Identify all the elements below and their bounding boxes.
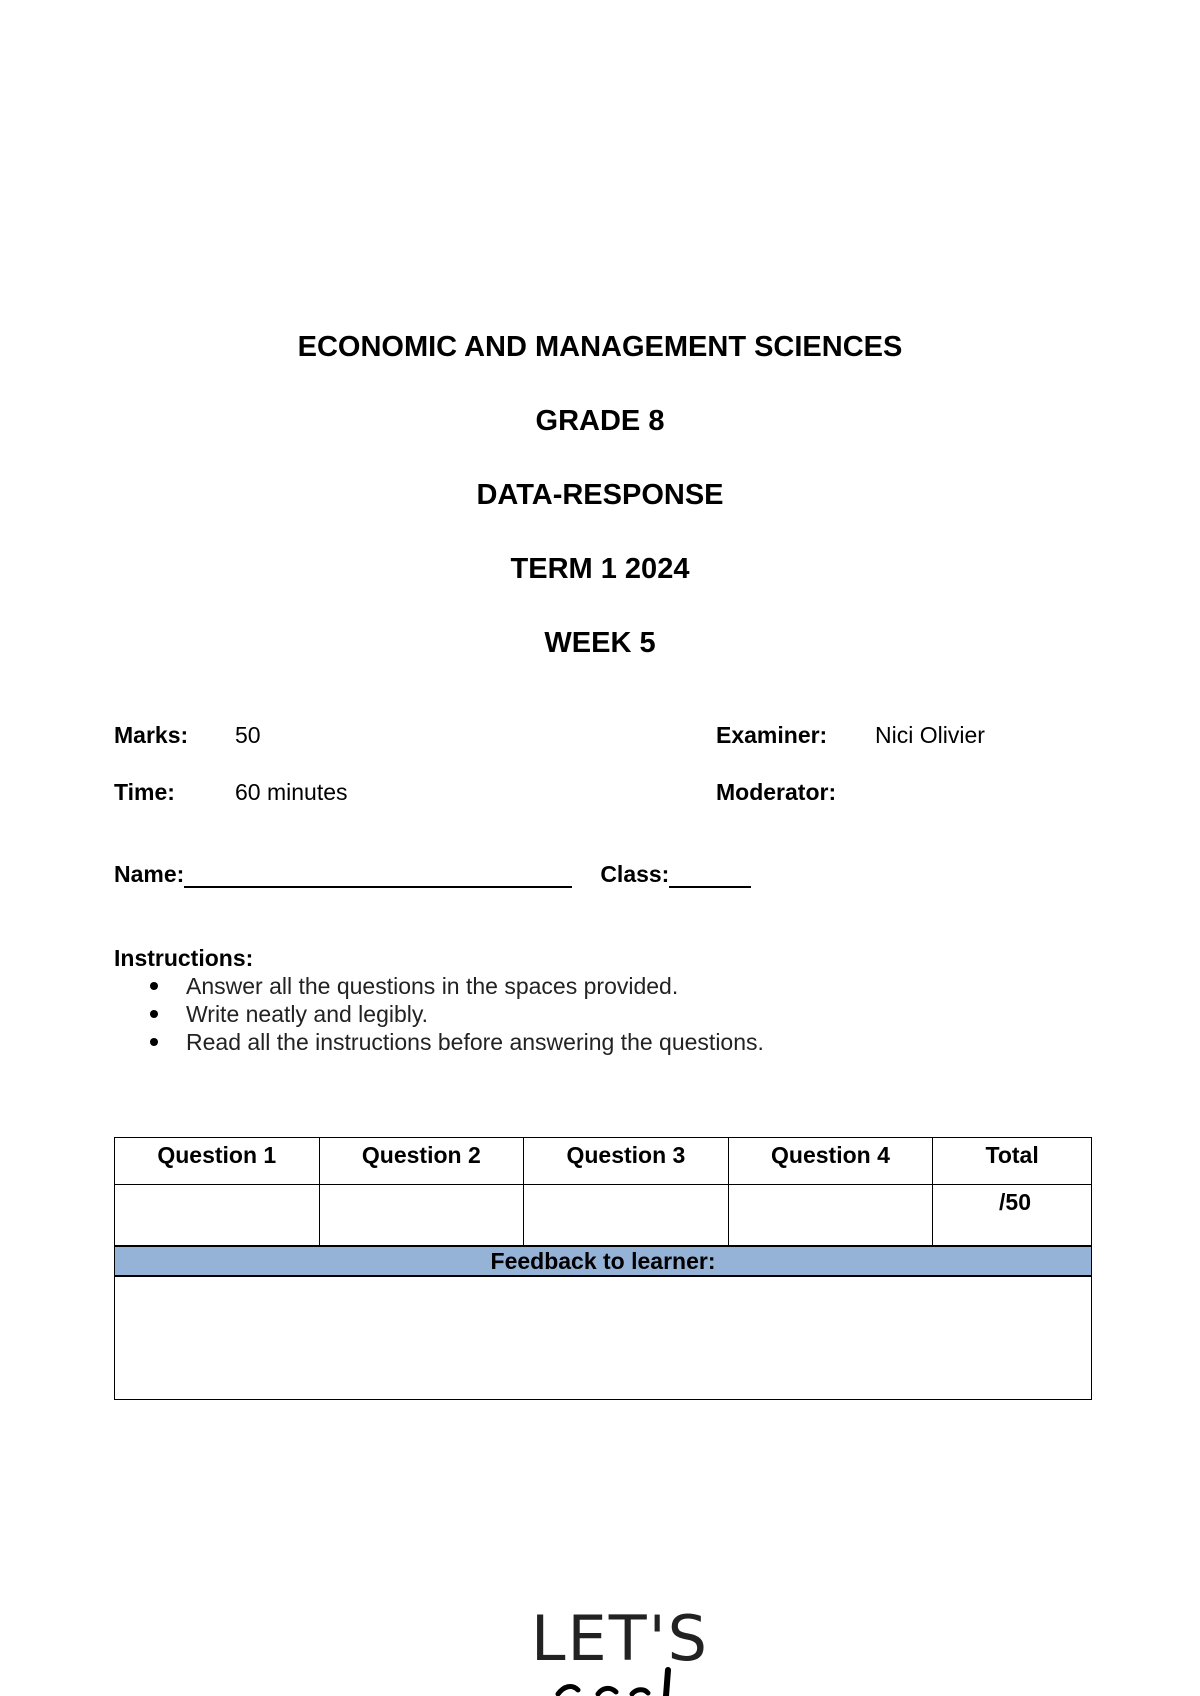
- score-cell-question-2[interactable]: [319, 1185, 524, 1247]
- feedback-label: Feedback to learner:: [115, 1246, 1092, 1276]
- name-label: Name:: [114, 861, 185, 887]
- instruction-item: Answer all the questions in the spaces provided.: [186, 972, 764, 1000]
- instructions-list: [114, 972, 764, 1056]
- score-cell-total[interactable]: /50: [933, 1185, 1092, 1247]
- logo-script-stroke: [666, 1670, 668, 1696]
- instruction-item: Write neatly and legibly.: [186, 1000, 764, 1028]
- logo-script-stroke: [598, 1688, 616, 1694]
- column-header-question-1: Question 1: [115, 1138, 320, 1185]
- marks-value: 50: [235, 722, 261, 748]
- feedback-body-row: [115, 1276, 1092, 1400]
- logo-script-stroke: [632, 1690, 648, 1694]
- instructions-title: Instructions:: [114, 945, 254, 971]
- marks-label: Marks:: [114, 722, 189, 748]
- class-blank-line[interactable]: [669, 864, 751, 888]
- examiner-label: Examiner:: [716, 722, 828, 748]
- term-title: TERM 1 2024: [510, 553, 690, 585]
- logo-script-stroke: [558, 1687, 578, 1694]
- time-label: Time:: [114, 779, 175, 805]
- examiner-value: Nici Olivier: [875, 722, 985, 748]
- moderator-label: Moderator:: [716, 779, 837, 805]
- column-header-total: Total: [933, 1138, 1092, 1185]
- marks-table: [114, 1137, 1092, 1400]
- score-cell-question-1[interactable]: [115, 1185, 320, 1247]
- name-blank-line[interactable]: [184, 864, 572, 888]
- column-header-question-4: Question 4: [728, 1138, 933, 1185]
- instructions-section: [114, 944, 764, 1056]
- feedback-header-row: [115, 1246, 1092, 1276]
- instruction-item: Read all the instructions before answering the questions.: [186, 1029, 764, 1055]
- paper-type-title: DATA-RESPONSE: [476, 479, 724, 511]
- column-header-question-2: Question 2: [319, 1138, 524, 1185]
- marks-table-score-row: [115, 1185, 1092, 1247]
- week-title: WEEK 5: [544, 627, 656, 659]
- score-cell-question-4[interactable]: [728, 1185, 933, 1247]
- score-cell-question-3[interactable]: [524, 1185, 729, 1247]
- feedback-box[interactable]: [115, 1276, 1092, 1400]
- lets-logo-icon: [520, 1590, 720, 1696]
- title-block: [0, 330, 1200, 700]
- logo-text: LET'S: [531, 1602, 709, 1675]
- marks-table-header-row: [115, 1138, 1092, 1185]
- time-value: 60 minutes: [235, 779, 348, 805]
- column-header-question-3: Question 3: [524, 1138, 729, 1185]
- class-label: Class:: [600, 861, 670, 887]
- subject-title: ECONOMIC AND MANAGEMENT SCIENCES: [297, 331, 903, 363]
- learner-details-row: [114, 860, 779, 888]
- grade-title: GRADE 8: [535, 405, 665, 437]
